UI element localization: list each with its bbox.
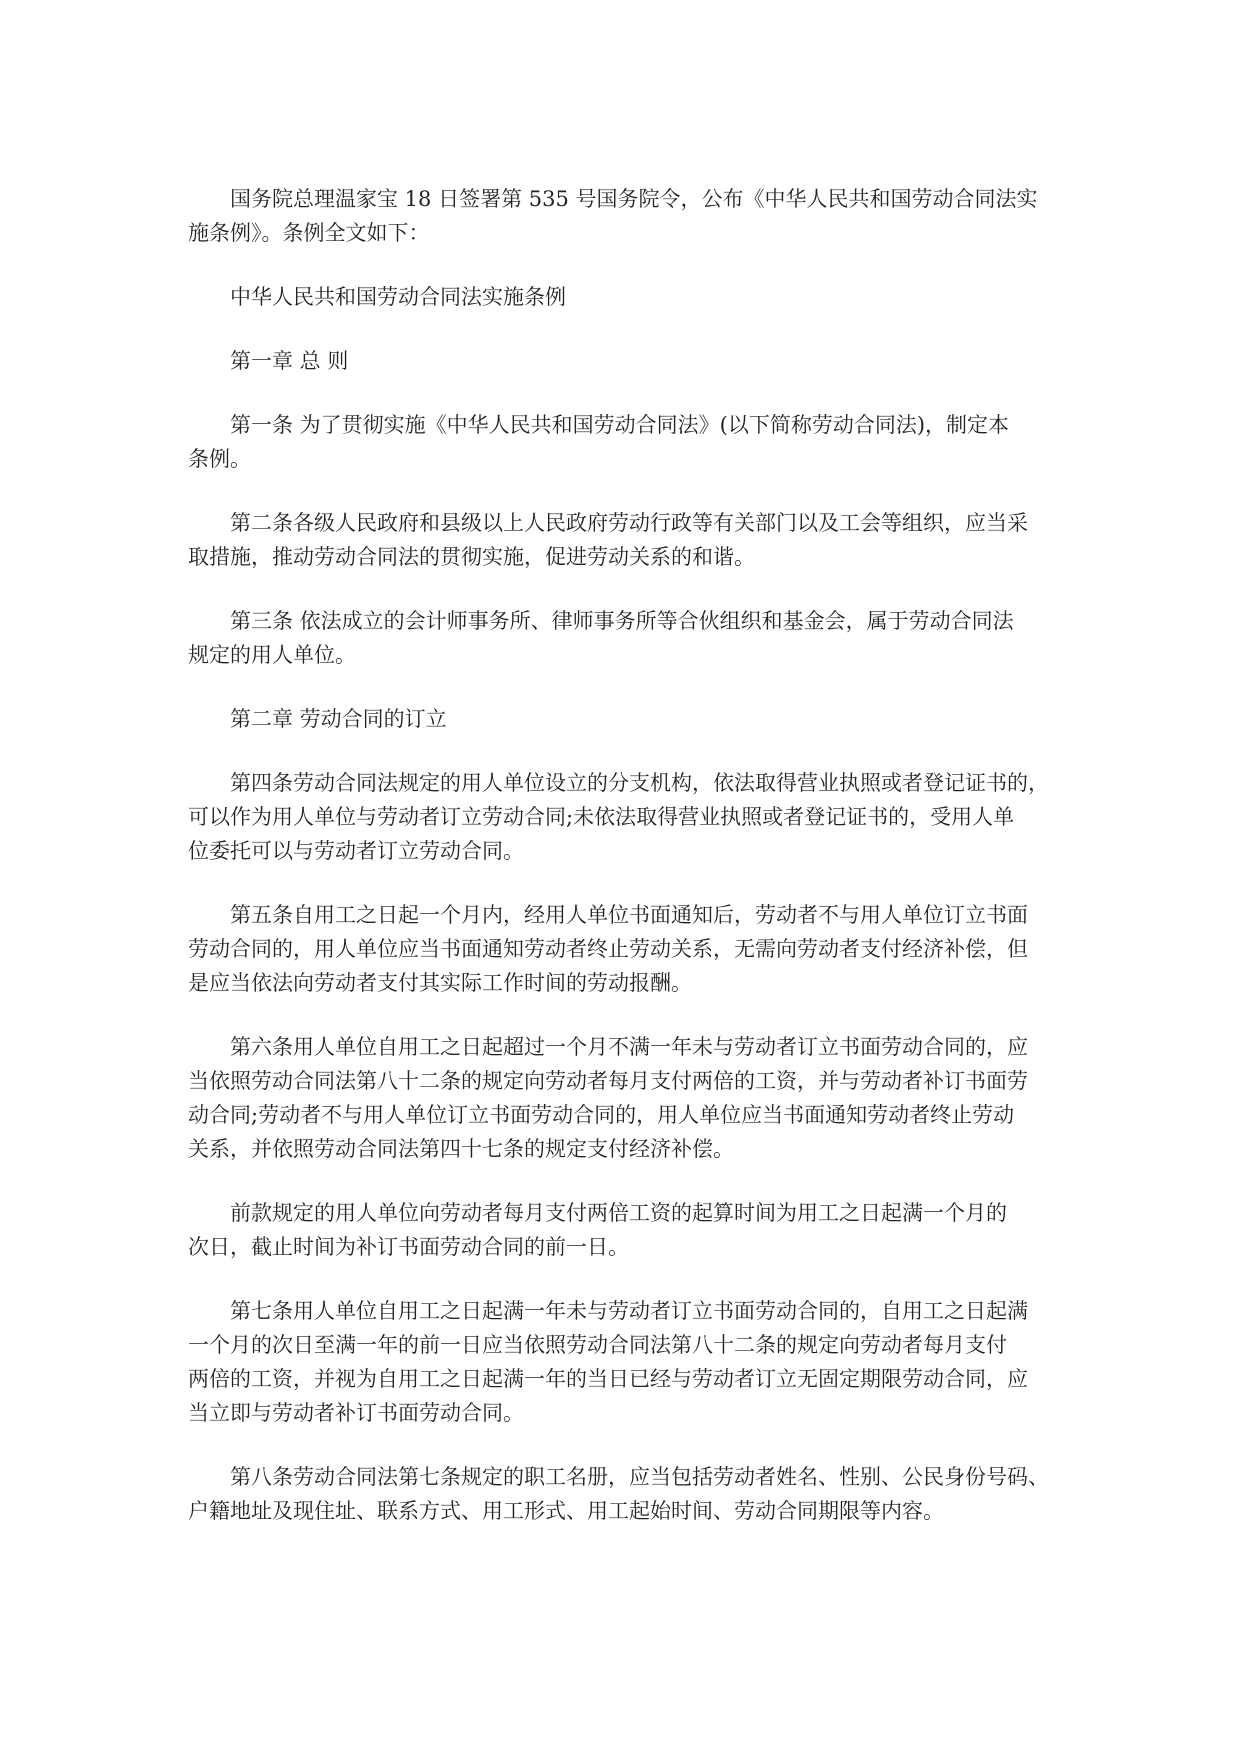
text-line: 取措施，推动劳动合同法的贯彻实施，促进劳动关系的和谐。 [188, 545, 755, 569]
article-6 [188, 1030, 1058, 1166]
text-line: 动合同;劳动者不与用人单位订立书面劳动合同的，用人单位应当书面通知劳动者终止劳动 [188, 1103, 1015, 1127]
text-line: 户籍地址及现住址、联系方式、用工形式、用工起始时间、劳动合同期限等内容。 [188, 1499, 944, 1523]
text-line: 次日，截止时间为补订书面劳动合同的前一日。 [188, 1235, 629, 1259]
article-3 [188, 604, 1058, 672]
article-4 [188, 766, 1058, 868]
text-line: 关系，并依照劳动合同法第四十七条的规定支付经济补偿。 [188, 1137, 734, 1161]
text-line: 是应当依法向劳动者支付其实际工作时间的劳动报酬。 [188, 971, 692, 995]
text-line: 前款规定的用人单位向劳动者每月支付两倍工资的起算时间为用工之日起满一个月的 [230, 1201, 1007, 1225]
text-line: 位委托可以与劳动者订立劳动合同。 [188, 839, 524, 863]
article-1 [188, 408, 1058, 476]
chapter-heading-1 [188, 344, 1058, 378]
article-6-second-clause [188, 1196, 1058, 1264]
text-line: 第八条劳动合同法第七条规定的职工名册，应当包括劳动者姓名、性别、公民身份号码、 [230, 1465, 1049, 1489]
paragraph-announcement [188, 182, 1058, 250]
article-7 [188, 1294, 1058, 1430]
document-page [188, 182, 1058, 1558]
article-8 [188, 1460, 1058, 1528]
text-line: 两倍的工资，并视为自用工之日起满一年的当日已经与劳动者订立无固定期限劳动合同，应 [188, 1367, 1028, 1391]
text-line: 第五条自用工之日起一个月内，经用人单位书面通知后，劳动者不与用人单位订立书面 [230, 903, 1028, 927]
text-line: 当依照劳动合同法第八十二条的规定向劳动者每月支付两倍的工资，并与劳动者补订书面劳 [188, 1069, 1028, 1093]
text-line: 当立即与劳动者补订书面劳动合同。 [188, 1401, 524, 1425]
text-line: 施条例》。条例全文如下： [188, 221, 430, 245]
text-line: 第六条用人单位自用工之日起超过一个月不满一年未与劳动者订立书面劳动合同的，应 [230, 1035, 1028, 1059]
chapter-heading-2 [188, 702, 1058, 736]
text-line: 第一章 总 则 [230, 349, 349, 373]
text-line: 可以作为用人单位与劳动者订立劳动合同;未依法取得营业执照或者登记证书的，受用人单 [188, 805, 1015, 829]
text-line: 劳动合同的，用人单位应当书面通知劳动者终止劳动关系，无需向劳动者支付经济补偿，但 [188, 937, 1028, 961]
text-line: 第二条各级人民政府和县级以上人民政府劳动行政等有关部门以及工会等组织，应当采 [230, 511, 1028, 535]
text-line: 第七条用人单位自用工之日起满一年未与劳动者订立书面劳动合同的，自用工之日起满 [230, 1299, 1028, 1323]
text-line: 中华人民共和国劳动合同法实施条例 [230, 285, 566, 309]
text-line: 第四条劳动合同法规定的用人单位设立的分支机构，依法取得营业执照或者登记证书的， [230, 771, 1049, 795]
text-line: 第一条 为了贯彻实施《中华人民共和国劳动合同法》(以下简称劳动合同法)，制定本 [230, 413, 1010, 437]
document-title [188, 280, 1058, 314]
text-line: 条例。 [188, 447, 251, 471]
text-line: 第三条 依法成立的会计师事务所、律师事务所等合伙组织和基金会，属于劳动合同法 [230, 609, 1014, 633]
text-line: 第二章 劳动合同的订立 [230, 707, 447, 731]
text-line: 一个月的次日至满一年的前一日应当依照劳动合同法第八十二条的规定向劳动者每月支付 [188, 1333, 1007, 1357]
text-line: 国务院总理温家宝 18 日签署第 535 号国务院令，公布《中华人民共和国劳动合同法实 [230, 187, 1038, 211]
article-5 [188, 898, 1058, 1000]
article-2 [188, 506, 1058, 574]
text-line: 规定的用人单位。 [188, 643, 356, 667]
